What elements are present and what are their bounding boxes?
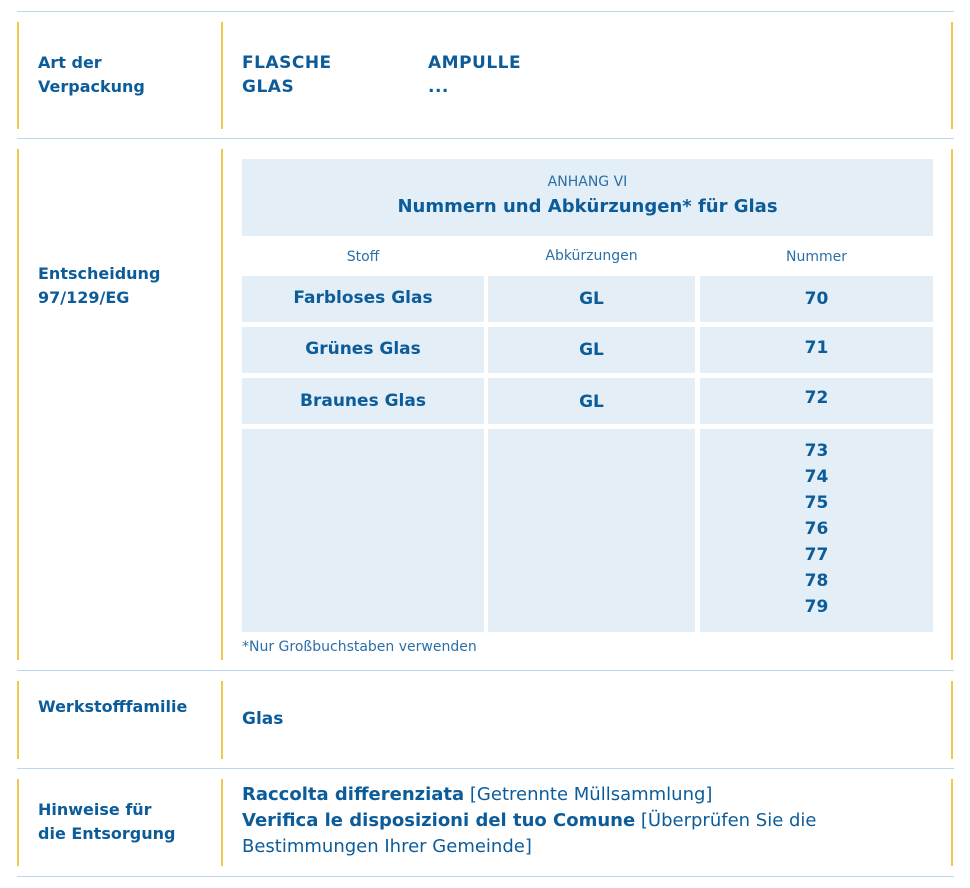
code-number: 76 [804,519,829,539]
divider [17,876,954,877]
code-number-list [700,438,933,620]
code-number: 71 [804,338,829,358]
annex-header [242,159,933,236]
row-border [221,22,223,129]
packaging-type-ampoule: AMPULLE ... [428,53,522,97]
row-border [221,149,223,660]
annex-title: Nummern und Abkürzungen* für Glas [397,196,778,217]
check-municipality-translation: [Überprüfen Sie die Bestimmungen Ihrer Gemeinde] [242,810,817,857]
row-border [17,779,19,866]
table-cell-empty [242,429,484,632]
row-border [221,779,223,866]
table-cell [700,378,933,424]
code-number: 77 [804,545,829,565]
column-header-abbreviation: Abkürzungen [545,248,638,264]
table-cell [488,276,695,322]
code-number: 75 [804,493,829,513]
table-cell [488,327,695,373]
material-name: Braunes Glas [300,391,426,411]
row-border [951,681,953,759]
row-border [951,779,953,866]
separate-collection-translation: [Getrennte Müllsammlung] [464,784,713,805]
table-cell [700,276,933,322]
divider [17,670,954,671]
abbreviation: GL [579,392,604,412]
annex-subtitle: ANHANG VI [547,174,628,190]
divider [17,138,954,139]
table-cell-empty [488,429,695,632]
table-cell [488,378,695,424]
column-header-number: Nummer [786,249,847,265]
row-border [17,22,19,129]
code-number: 74 [804,467,829,487]
material-name: Farbloses Glas [293,288,433,308]
row-border [17,681,19,759]
check-municipality: Verifica le disposizioni del tuo Comune [242,810,636,831]
disposal-label: Hinweise für die Entsorgung [38,800,176,843]
table-cell [242,327,484,373]
footnote: *Nur Großbuchstaben verwenden [242,639,477,655]
separate-collection: Raccolta differenziata [242,784,465,805]
row-border [221,681,223,759]
material-family-label: Werkstofffamilie [38,697,188,716]
code-number: 72 [804,388,829,408]
disposal-instructions [242,782,942,860]
code-number: 73 [804,441,829,461]
packaging-label: Art der Verpackung [38,53,145,96]
table-cell [242,276,484,322]
table-cell [700,327,933,373]
abbreviation: GL [579,289,604,309]
packaging-type-bottle: FLASCHE GLAS [242,53,332,97]
row-border [951,149,953,660]
code-number: 78 [804,571,829,591]
divider [17,768,954,769]
material-family-value: Glas [242,709,284,729]
code-number: 79 [804,597,829,617]
column-header-material: Stoff [346,249,380,265]
row-border [17,149,19,660]
row-border [951,22,953,129]
decision-label: Entscheidung 97/129/EG [38,264,161,307]
abbreviation: GL [579,340,604,360]
material-name: Grünes Glas [305,339,421,359]
divider [17,11,954,12]
table-cell [242,378,484,424]
code-number: 70 [804,289,829,309]
